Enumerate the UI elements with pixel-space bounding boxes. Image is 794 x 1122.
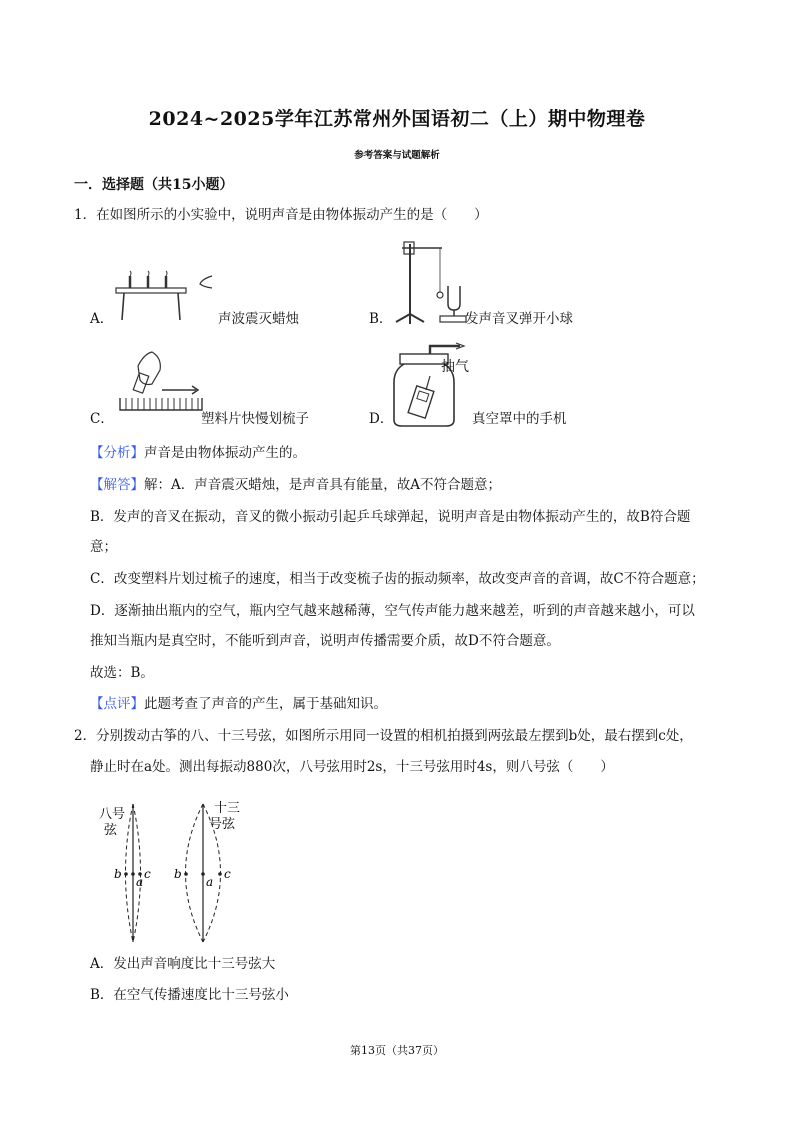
string13-point-b: [184, 872, 188, 876]
string8-label-c: c: [144, 867, 151, 881]
analysis-tag: 【分析】: [90, 445, 144, 461]
strings-figure: [90, 796, 260, 946]
candles-figure: [110, 268, 220, 328]
string13-label-a: a: [206, 875, 214, 889]
comment-tag: 【点评】: [90, 696, 144, 712]
q1-solution-a: [90, 475, 501, 495]
q1-solution-d-line2: 推知当瓶内是真空时，不能听到声音，说明声传播需要介质，故D不符合题意。: [90, 633, 560, 649]
string13-label-b: b: [174, 867, 182, 881]
q1-option-d-letter: D．: [369, 411, 394, 427]
tuning-fork-figure: [388, 238, 468, 330]
q1-option-b-caption-text: 发声音叉弹开小球: [465, 311, 573, 327]
string13-label-1: 十三: [214, 800, 241, 815]
page-footer: 第13页（共37页）: [350, 1044, 444, 1057]
string13-label-c: c: [224, 867, 231, 881]
q1-solution-d-line1: D．逐渐抽出瓶内的空气，瓶内空气越来越稀薄，空气传声能力越来越差，听到的声音越来越小，可以: [90, 603, 695, 619]
analysis-text: 声音是由物体振动产生的。: [144, 445, 306, 461]
comment-text: 此题考查了声音的产生，属于基础知识。: [144, 696, 387, 712]
string13-label-2: 号弦: [209, 816, 236, 831]
string13-point-a: [201, 872, 205, 876]
page-subtitle: 参考答案与试题解析: [354, 150, 440, 161]
q1-option-c-letter: C．: [90, 411, 114, 427]
q1-option-d-caption: 真空罩中的手机: [472, 411, 567, 427]
q1-solution-c: C．改变塑料片划过梳子的速度，相当于改变梳子齿的振动频率，故改变声音的音调，故C不符合题意；: [90, 571, 705, 587]
q2-option-a: A．发出声音响度比十三号弦大: [90, 956, 276, 972]
string8-label-b: b: [114, 867, 122, 881]
q1-comment: [90, 694, 387, 714]
solution-tag: 【解答】: [90, 477, 144, 493]
string8-label-2: 弦: [104, 822, 118, 837]
q1-option-b-letter: B．: [369, 311, 393, 327]
vacuum-jar-figure: [390, 340, 472, 430]
q1-option-a-letter: A．: [90, 311, 114, 327]
comb-figure: [116, 346, 206, 424]
q2-stem-line1: 2．分别拨动古筝的八、十三号弦，如图所示用同一设置的相机拍摄到两弦最左摆到b处，最右摆到c处，: [74, 728, 693, 744]
string13-left-swing: [186, 804, 204, 942]
q1-solution-b-line1: B．发声的音叉在振动，音叉的微小振动引起乒乓球弹起，说明声音是由物体振动产生的，故B符合题: [90, 509, 691, 525]
q2-stem-line2: 静止时在a处。测出每振动880次，八号弦用时2s，十三号弦用时4s，则八号弦（ ）: [90, 759, 614, 775]
solution-a-text: 解：A．声音震灭蜡烛，是声音具有能量，故A不符合题意；: [144, 477, 501, 493]
q1-stem: 1．在如图所示的小实验中，说明声音是由物体振动产生的是（ ）: [74, 207, 488, 223]
q1-choice: 故选：B。: [90, 665, 154, 681]
pump-label: 抽气: [441, 359, 469, 375]
section-heading: 一．选择题（共15小题）: [74, 177, 234, 193]
q1-option-c-caption: 塑料片快慢划梳子: [201, 411, 309, 427]
string8-label-1: 八号: [99, 806, 126, 821]
string8-label-a: a: [136, 875, 144, 889]
string8-point-b: [124, 872, 128, 876]
string8-point-a: [131, 872, 135, 876]
q1-analysis: [90, 443, 306, 463]
q2-option-b: B．在空气传播速度比十三号弦小: [90, 987, 289, 1003]
q1-solution-b-line2: 意；: [90, 539, 117, 555]
string13-point-c: [218, 872, 222, 876]
page-title: 2024~2025学年江苏常州外国语初二（上）期中物理卷: [148, 108, 646, 130]
q1-option-a-caption: 声波震灭蜡烛: [218, 311, 299, 327]
